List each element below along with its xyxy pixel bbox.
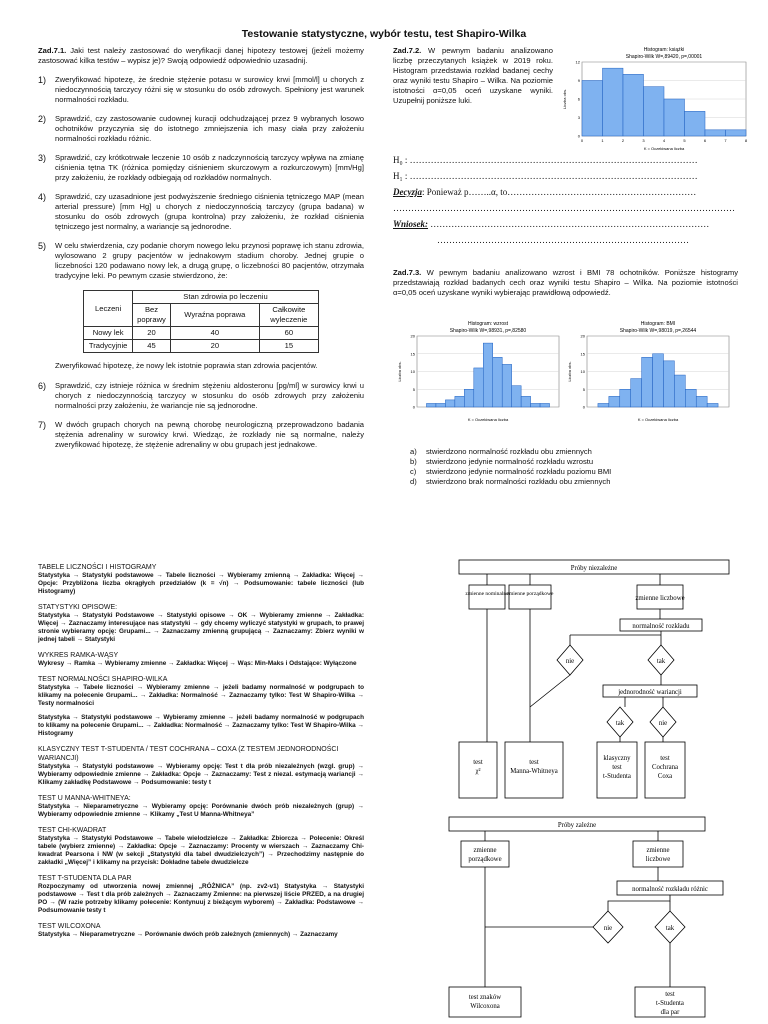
instr-text: Statystyka → Statystyki podstawowe → Wybieramy opcję: Test t dla prób niezależnych (wzgl. grup) → Wybieramy odpowiednie zmienne → Zakładka: Opcje → Zaznaczamy: Test z niezal. estymacją wariancji → Klikamy zakładkę Podstawowe → Podsumowanie: testy t (38, 763, 364, 786)
y-tick-label: 5 (582, 386, 585, 392)
histogram-height (395, 318, 563, 423)
x-axis-label: K = Oczekiwana liczba (467, 417, 509, 422)
instr-text: Wykresy → Ramka → Wybieramy zmienne → Zakładka: Więcej → Wąs: Min-Maks i Odstające: Wyłączone (38, 660, 357, 667)
flow-label: normalność rozkładu różnic (632, 886, 708, 893)
chart-subtitle: Shapiro-Wilk W=,89420, p=,00001 (625, 54, 703, 60)
y-axis-label: Liczba obs. (562, 88, 567, 110)
option-text: stwierdzono jedynie normalność rozkładu poziomu BMI (426, 467, 612, 476)
y-tick-label: 9 (577, 78, 580, 83)
x-tick-label: 3 (642, 138, 645, 143)
histogram-bar (483, 343, 492, 407)
flow-label: Wilcoxona (470, 1003, 500, 1010)
dots-line: ………………………………………………………………………… (437, 235, 689, 245)
list-item (38, 420, 364, 450)
decyzja-text: : Ponieważ p……..α, to……………………………………………………… (422, 187, 697, 197)
instr-heading: WYKRES RAMKA-WĄSY (38, 652, 119, 659)
option-letter: c) (410, 467, 417, 476)
flow-label: χ² (475, 768, 481, 775)
y-tick-label: 15 (410, 351, 415, 357)
option-item (410, 447, 740, 457)
instr-heading: TEST NORMALNOŚCI SHAPIRO-WILKA (38, 676, 168, 683)
page-title: Testowanie statystyczne, wybór testu, test Shapiro-Wilka (241, 28, 527, 40)
histogram-bar (603, 68, 624, 136)
y-tick-label: 0 (412, 404, 415, 410)
item-text: W dwóch grupach chorych na pewną chorobę neurologiczną przeprowadzono badania stężenia adrenaliny w surowicy krwi. Wiedząc, że rozkłady nie są normalne, należy zweryfikować hipotezę, że stężenie adrenaliny w obu grupach jest jednakowe. (55, 420, 364, 449)
x-tick-label: 2 (621, 138, 625, 143)
task-7-1 (38, 46, 364, 459)
list-item (38, 114, 364, 144)
instr-heading: TEST T-STUDENTA DLA PAR (38, 875, 132, 882)
flow-label: Próby zależne (557, 822, 597, 829)
x-tick-label: 1 (601, 138, 604, 143)
x-tick-label: 0 (580, 138, 584, 143)
instr-text: Statystyka → Statystyki podstawowe → Tabele liczności → Wybieramy zmienną → Zakładka: Więcej → Opcje: Przybliżona liczba okrągłych przedziałów (k = √n) → Podsumowanie: tabele liczności (lub Histogramy) (38, 572, 364, 595)
histogram-bar (582, 81, 603, 137)
table-cell: Nowy lek (84, 327, 133, 340)
histogram-bar (705, 130, 726, 136)
histogram-bar (531, 403, 540, 407)
flow-label: dla par (660, 1009, 680, 1016)
task-text: W pewnym badaniu analizowano liczbę przeczytanych książek w 2019 roku. Histogram przedstawia rozkład badanej cechy oraz wyniki testu Shapiro – Wilka. Na poziomie istotności α=0,05 oceń uzyskane wyniki. Uzupełnij poniższe luki. (393, 46, 553, 105)
histogram-bar (664, 99, 685, 136)
list-item (38, 241, 364, 281)
histogram-books (560, 44, 750, 152)
x-tick-label: 8 (744, 138, 748, 143)
item-number: 2) (38, 114, 47, 124)
task-7-3 (393, 268, 738, 298)
y-tick-label: 10 (410, 369, 415, 374)
h0-line: H₀ : …………………………………………………………………………………… (393, 155, 698, 165)
histogram-bar (653, 354, 664, 407)
item-number: 3) (38, 153, 47, 163)
instr-text: Statystyka → Statystyki Podstawowe → Statystyki opisowe → OK → Wybieramy zmienne → Zakładka: Więcej → Zaznaczamy interesujące nas statystyki → gdy chcemy wyliczyć statystyki w grupach, to prawej stronie wybieramy opcję: Grupami... → Zaznaczamy zmienną grupującą → Zaznaczamy: Zbierz wyniki w jednej tabeli → Statystyki (38, 612, 364, 643)
instr-text: Statystyka → Nieparametryczne → Porównanie dwóch prób zależnych (zmiennych) → Zaznaczamy (38, 931, 338, 938)
y-tick-label: 3 (577, 115, 580, 120)
table-cell: 20 (133, 327, 171, 340)
histogram-bar (707, 403, 718, 407)
flow-label: liczbowe (645, 856, 671, 863)
item-text: W celu stwierdzenia, czy podanie chorym nowego leku przynosi poprawę ich stanu zdrowia, wylosowano 2 grupy pacjentów w jednakowym stadium choroby. Jednej grupie o liczebności 120 podawano nowy lek, a drugą grupę, o liczebności 80 pacjentów, otrzymała tradycyjne leki. Po pewnym czasie stwierdzono, że: (55, 241, 364, 280)
item-number: 7) (38, 420, 47, 430)
item-text: Zweryfikować hipotezę, że średnie stężenie potasu w surowicy krwi [mmol/l] u chorych z niedoczynnością tarczycy różni się w stosunku do osób zdrowych. Spełniony jest warunek normalności rozkładu. (55, 75, 364, 104)
option-letter: b) (410, 457, 417, 466)
chart-title: Histogram: książki (643, 47, 685, 53)
chart-title: Histogram: BMI (640, 321, 676, 327)
chart-subtitle: Shapiro-Wilk W=,98931, p=,82580 (449, 328, 527, 334)
histogram-bar (455, 396, 464, 407)
instr-heading: STATYSTYKI OPISOWE: (38, 604, 118, 611)
y-tick-label: 20 (580, 333, 585, 339)
task-text: W pewnym badaniu analizowano wzrost i BMI 78 ochotników. Poniższe histogramy przedstawiają rozkład badanych cech oraz wyniki testu Shapiro – Wilka. Na poziomie istotności α=0,05 oceń uzyskane wyniki wybierając prawidłową odpowiedź. (393, 268, 738, 297)
histogram-bar (436, 403, 445, 407)
option-item (410, 467, 740, 477)
flow-label: tak (615, 720, 625, 727)
flow-label: test (473, 759, 483, 766)
instr-heading: TABELE LICZNOŚCI I HISTOGRAMY (38, 564, 157, 571)
y-tick-label: 0 (577, 133, 580, 139)
flow-label: nie (565, 658, 575, 665)
histogram-bar (512, 386, 521, 407)
flowchart-dependent (445, 815, 745, 1020)
chart-subtitle: Shapiro-Wilk W=,98019, p=,26544 (619, 328, 697, 334)
flow-label: klasyczny (603, 755, 631, 762)
flow-label: Coxa (657, 773, 673, 780)
flow-label: Manna-Whitneya (510, 768, 558, 775)
x-tick-label: 5 (683, 138, 686, 143)
instr-heading: TEST U MANNA-WHITNEYA: (38, 795, 131, 802)
instr-heading: KLASYCZNY TEST T-STUDENTA / TEST COCHRANA – COXA (Z TESTEM JEDNORODNOŚCI WARIANCJI) (38, 746, 339, 762)
item-number: 4) (38, 192, 47, 202)
y-tick-label: 6 (577, 96, 580, 102)
h1-line: H₁ : …………………………………………………………………………………… (393, 171, 698, 181)
item-number: 1) (38, 75, 47, 85)
task-head: Zad.7.1. (38, 46, 67, 55)
flow-label: nie (603, 925, 613, 932)
flow-label: normalność rozkładu (632, 623, 690, 630)
dots-line: …………………………………………………………………………………………………… (393, 203, 735, 213)
task-7-2 (393, 46, 553, 106)
flow-label: zmienne liczbowe (635, 595, 685, 602)
histogram-bmi (565, 318, 733, 423)
option-letter: d) (410, 477, 417, 486)
flow-label: tak (665, 925, 675, 932)
flow-label: t-Studenta (603, 773, 631, 780)
histogram-bar (674, 375, 685, 407)
instr-text: Statystyka → Tabele liczności → Wybieramy zmienne → jeżeli badamy normalność w podgrupach to klikamy na polecenie Grupami... → Zakładka: Normalność → Zaznaczamy tylko: Test W Shapiro-Wilka → Testy normalności (38, 684, 364, 707)
item-text: Sprawdzić, czy zastosowanie cudownej kuracji odchudzającej przez 9 wybranych losowo ochotników przyczynia się do istotnego zmniejszenia ich masy ciała przy założeniu normalności rozkładu różnic. (55, 114, 364, 143)
histogram-bar (685, 111, 706, 136)
histogram-bar (493, 357, 502, 407)
flow-label: Próby niezależne (570, 565, 618, 572)
wniosek-line (393, 216, 738, 232)
table-cell: Tradycyjnie (84, 340, 133, 353)
decyzja-label: Decyzja (393, 187, 422, 197)
histogram-bar (502, 364, 511, 407)
instr-text: Statystyka → Statystyki Podstawowe → Tabele wielodzielcze → Zakładka: Zbiorcza → Polecenie: Określ tabele (wybierz zmienne) → Zakładka: Opcje → Zaznaczamy: Procenty w wierszach → Zaznaczamy Chi-kwadrat Pearsona i NW (w sekcji „Statystyki dla tabel dwudzielczych”) → Przechodzimy następnie do zakładki „Więcej” i klikamy na przycisk: Dokładne tabele dwudzielcze (38, 835, 364, 866)
histogram-bar (609, 396, 620, 407)
list-item (38, 75, 364, 105)
y-axis-label: Liczba obs. (397, 361, 402, 382)
table-header: Wyraźna poprawa (170, 304, 259, 327)
flow-label: test (665, 991, 675, 998)
item-number: 6) (38, 381, 47, 391)
y-tick-label: 15 (580, 351, 585, 357)
chart-title: Histogram: wzrost (467, 321, 509, 327)
x-tick-label: 7 (724, 138, 727, 143)
histogram-bar (696, 396, 707, 407)
option-text: stwierdzono normalność rozkładu obu zmiennych (426, 447, 592, 456)
y-tick-label: 20 (410, 333, 415, 339)
histogram-bar (540, 403, 549, 407)
item-text: Sprawdzić, czy krótkotrwałe leczenie 10 osób z nadczynnością tarczycy wpływa na zmianę ciśnienia tętna TK (różnica pomiędzy ciśnieniem skurczowym a rozkurczowym) [mm/Hg] przy założeniu, że rozkłady odbiegają od rozkładów normalnych. (55, 153, 364, 182)
table-cell: 20 (170, 340, 259, 353)
histogram-bar (631, 379, 642, 407)
x-tick-label: 4 (662, 138, 666, 143)
histogram-bar (663, 361, 674, 407)
flow-label: test (529, 759, 539, 766)
histogram-bar (474, 368, 483, 407)
x-axis-label: K = Oczekiwana liczba (637, 417, 679, 422)
histogram-bar (623, 74, 644, 136)
hypothesis-form (393, 152, 738, 248)
wniosek-text: ………………………………………………………………………………… (430, 219, 710, 229)
histogram-bar (521, 396, 530, 407)
decyzja-line (393, 184, 738, 200)
table-header: Leczeni (84, 291, 133, 327)
flow-label: zmienne (646, 847, 670, 854)
instr-heading: TEST WILCOXONA (38, 923, 101, 930)
histogram-bar (685, 389, 696, 407)
histogram-bar (426, 403, 435, 407)
instr-text: Rozpoczynamy od utworzenia nowej zmiennej „RÓŻNICA” (np. zv2-v1) Statystyka → Statystyki podstawowe → Test t dla prób zależnych → Zaznaczamy Zmienne: na pierwszej liście PRZED, a na drugiej PO → (W razie potrzeby klikamy polecenie: Kontynuuj z bieżącym wyborem) → Zakładka: Podstawowe → Podsumowanie testy t (38, 883, 364, 914)
item-text: Sprawdzić, czy istnieje różnica w średnim stężeniu aldosteronu [pg/ml] w surowicy krwi u chorych z niedoczynnością tarczycy w stosunku do osób zdrowych przy założeniu normalności przy założeniu, że wariancje nie są jednorodne. (55, 381, 364, 410)
table-row (84, 327, 319, 340)
results-table (83, 290, 319, 353)
task-question: Zweryfikować hipotezę, że nowy lek istotnie poprawia stan zdrowia pacjentów. (55, 361, 318, 370)
histogram-bar (644, 87, 665, 136)
task-head: Zad.7.3. (393, 268, 422, 277)
x-tick-label: 6 (703, 138, 707, 143)
task-head: Zad.7.2. (393, 46, 422, 55)
flow-label: tak (656, 658, 666, 665)
y-tick-label: 10 (580, 369, 585, 374)
option-text: stwierdzono brak normalności rozkładu obu zmiennych (426, 477, 611, 486)
option-letter: a) (410, 447, 417, 456)
table-cell: 15 (259, 340, 318, 353)
histogram-bar (726, 130, 747, 136)
y-axis-label: Liczba obs. (567, 361, 572, 382)
instr-text: Statystyka → Nieparametryczne → Wybieramy opcję: Porównanie dwóch prób niezależnych (grup) → Wybieramy odpowiednie zmienne → Klikamy „Test U Manna-Whitneya” (38, 803, 364, 818)
flow-label: test (612, 764, 622, 771)
flow-label: zmienne (473, 847, 497, 854)
table-header: Bez poprawy (133, 304, 171, 327)
table-row (84, 340, 319, 353)
item-text: Sprawdzić, czy uzasadnione jest podwyższenie średniego ciśnienia tętniczego MAP (mean arterial pressure) [mm Hg] u chorych z niedoczynnością tarczycy (grupa badana) w stosunku do osób zdrowych (grupa kontrolna) przy założeniu, że rozkład ciśnienia tętniczego jest normalny, a wariancje są jednorodne. (55, 192, 364, 231)
instr-text: Statystyka → Statystyki podstawowe → Wybieramy zmienne → jeżeli badamy normalność w podgrupach to klikamy na polecenie Grupami... → Zakładka: Normalność → Zaznaczamy tylko: Test W Shapiro-Wilka → Histogramy (38, 714, 364, 737)
histogram-bar (598, 403, 609, 407)
table-cell: 45 (133, 340, 171, 353)
option-item (410, 457, 740, 467)
histogram-bar (464, 389, 473, 407)
option-item (410, 477, 740, 487)
wniosek-label: Wniosek: (393, 219, 429, 229)
list-item (38, 153, 364, 183)
flow-label: porządkowe (468, 856, 502, 863)
flowchart-independent (455, 557, 735, 819)
table-header: Całkowite wyleczenie (259, 304, 318, 327)
histogram-bar (445, 400, 454, 407)
list-item (38, 192, 364, 232)
item-number: 5) (38, 241, 47, 251)
histogram-bar (642, 357, 653, 407)
flow-label: jednorodność wariancji (618, 689, 682, 696)
table-cell: 60 (259, 327, 318, 340)
histogram-bar (620, 389, 631, 407)
x-axis-label: K = Oczekiwana liczba (643, 146, 685, 151)
y-tick-label: 5 (412, 386, 415, 392)
flow-label: zmienne porządkowe (506, 591, 554, 597)
flow-label: test znaków (468, 994, 502, 1001)
y-tick-label: 12 (575, 59, 580, 65)
flow-label: test (660, 755, 670, 762)
flow-label: t-Studenta (656, 1000, 684, 1007)
table-header: Stan zdrowia po leczeniu (133, 291, 319, 304)
flow-label: zmienne nominalne (465, 591, 509, 597)
option-text: stwierdzono jedynie normalność rozkładu wzrostu (426, 457, 594, 466)
flow-label: nie (658, 720, 668, 727)
answer-options (410, 447, 740, 487)
y-tick-label: 0 (582, 404, 585, 410)
table-cell: 40 (170, 327, 259, 340)
flow-label: Cochrana (651, 764, 679, 771)
software-instructions (38, 556, 364, 939)
task-intro: Jaki test należy zastosować do weryfikacji danej hipotezy testowej (jeżeli możemy zastosować kilka testów – wypisz je)? Swoją odpowiedź odpowiednio uzasadnij. (38, 46, 364, 65)
list-item (38, 381, 364, 411)
instr-heading: TEST CHI-KWADRAT (38, 827, 107, 834)
